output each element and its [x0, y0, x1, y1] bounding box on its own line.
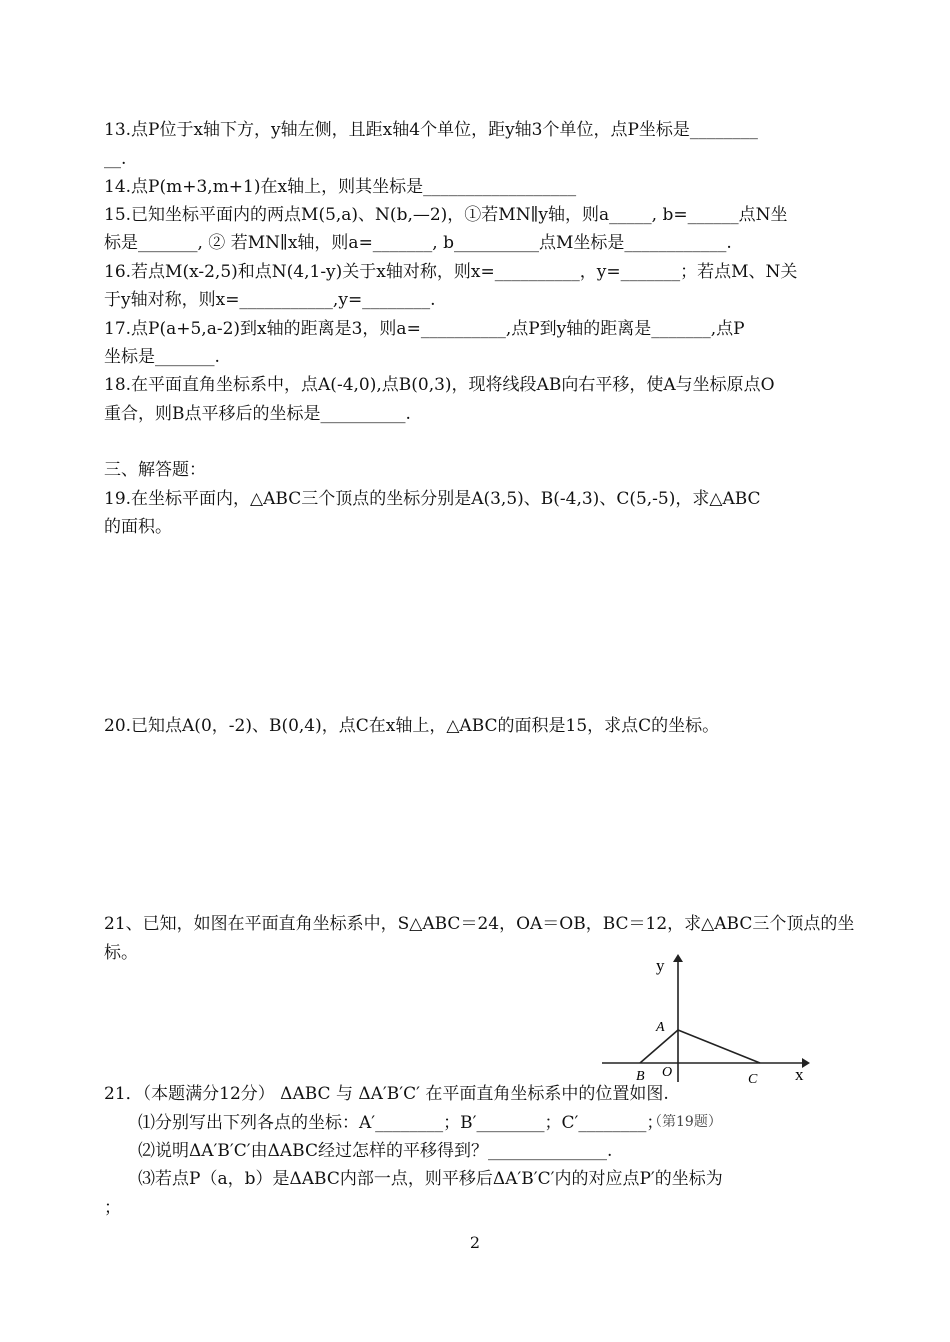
origin-label: O: [662, 1065, 673, 1080]
figure-caption: （第19题）: [648, 1114, 722, 1130]
q16-line2: 于y轴对称，则x=___________,y=________.: [104, 290, 436, 310]
y-axis-arrow: [673, 954, 683, 962]
q21b-part3: ⑶若点P（a，b）是ΔABC内部一点，则平移后ΔA′B′C′内的对应点P′的坐标为: [138, 1169, 723, 1189]
q20: 20.已知点A(0，-2)、B(0,4)，点C在x轴上，△ABC的面积是15，求点C的坐标。: [104, 716, 720, 736]
q18-line1: 18.在平面直角坐标系中，点A(-4,0),点B(0,3)，现将线段AB向右平移，使A与坐标原点O: [104, 375, 775, 395]
q17-line2: 坐标是_______.: [104, 347, 220, 367]
q21b-part3-end: ；: [104, 1198, 121, 1218]
q21-line2: 标。: [104, 943, 138, 963]
q15-line1: 15.已知坐标平面内的两点M(5,a)、N(b,—2)，①若MN∥y轴，则a_____, b=______点N坐: [104, 205, 788, 225]
point-c-label: C: [748, 1072, 758, 1086]
q21b-title: 21．（本题满分12分） ΔABC 与 ΔA′B′C′ 在平面直角坐标系中的位置如图.: [104, 1084, 669, 1104]
section-heading: 三、解答题：: [104, 460, 206, 480]
x-label: x: [795, 1065, 804, 1084]
page-number: 2: [469, 1233, 481, 1252]
q18-line2: 重合，则B点平移后的坐标是__________.: [104, 404, 411, 424]
q16-line1: 16.若点M(x-2,5)和点N(4,1-y)关于x轴对称，则x=__________，y=_______；若点M、N关: [104, 262, 798, 282]
q21-line1: 21、已知，如图在平面直角坐标系中，S△ABC＝24，OA＝OB，BC＝12，求△ABC三个顶点的坐: [104, 914, 855, 934]
q17-line1: 17.点P(a+5,a-2)到x轴的距离是3，则a=__________,点P到y轴的距离是_______,点P: [104, 319, 745, 339]
q19-line1: 19.在坐标平面内，△ABC三个顶点的坐标分别是A(3,5)、B(-4,3)、C(5,-5)，求△ABC: [104, 489, 761, 509]
segment-ac: [678, 1030, 760, 1063]
q14: 14.点P(m+3,m+1)在x轴上，则其坐标是__________________: [104, 177, 577, 197]
q15-line2: 标是_______, ② 若MN∥x轴，则a=_______, b__________点M坐标是____________.: [104, 233, 732, 253]
coordinate-figure: [596, 952, 812, 1086]
y-label: y: [656, 956, 665, 975]
q21b-part1: ⑴分别写出下列各点的坐标：A′________；B′________；C′________；: [138, 1113, 664, 1133]
q21b-part2: ⑵说明ΔA′B′C′由ΔABC经过怎样的平移得到？______________.: [138, 1141, 613, 1161]
q13-line2: __.: [104, 149, 127, 169]
point-a-label: A: [656, 1020, 665, 1035]
q13-line1: 13.点P位于x轴下方，y轴左侧，且距x轴4个单位，距y轴3个单位，点P坐标是________: [104, 120, 758, 140]
q19-line2: 的面积。: [104, 517, 172, 537]
point-b-label: B: [636, 1069, 645, 1084]
